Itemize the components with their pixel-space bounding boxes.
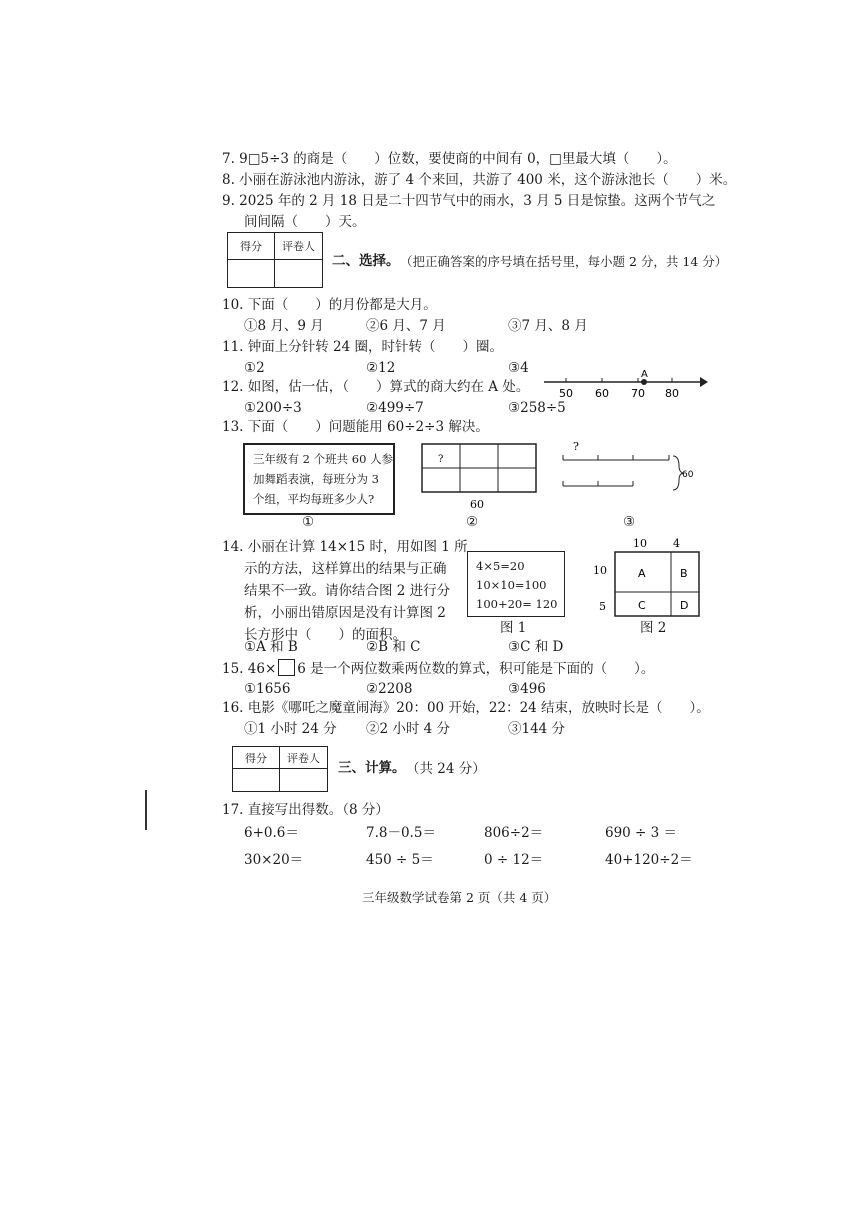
- q13-bar-diagram: [555, 438, 695, 498]
- score-cell-2: [233, 769, 280, 791]
- question-14-line1: 14. 小丽在计算 14×15 时，用如图 1 所: [222, 539, 468, 555]
- bar-total: 60: [682, 470, 694, 480]
- q11-option-1: ①2: [244, 360, 265, 376]
- fig2-cell-a: A: [638, 567, 646, 580]
- question-14-line4: 析，小丽出错原因是没有计算图 2: [244, 605, 446, 621]
- q13-story-line2: 加舞蹈表演，每班分为 3: [253, 472, 379, 486]
- q15-option-1: ①1656: [244, 681, 291, 697]
- calc-3: 806÷2＝: [484, 825, 544, 841]
- q13-story-box: [243, 443, 395, 515]
- question-14-line3: 结果不一致。请你结合图 2 进行分: [244, 583, 451, 599]
- section-3-note: （共 24 分）: [406, 761, 486, 777]
- q15-prefix: 15. 46×: [222, 661, 277, 677]
- section-3-title: 三、计算。: [338, 760, 406, 776]
- q13-grid-diagram: [420, 442, 540, 512]
- q15-suffix: 6 是一个两位数乘两位数的算式，积可能是下面的（ ）。: [297, 661, 655, 677]
- question-14-line2: 示的方法，这样算出的结果与正确: [244, 561, 447, 577]
- fig2-cell-c: C: [638, 599, 646, 612]
- calc-4: 690 ÷ 3 ＝: [605, 825, 678, 841]
- q15-option-2: ②2208: [366, 681, 413, 697]
- question-9-line2: 间间隔（ ）天。: [244, 214, 366, 230]
- fig2-top-4: 4: [673, 537, 680, 550]
- q10-option-3: ③7 月、8 月: [508, 318, 588, 334]
- section-2-title: 二、选择。: [332, 253, 400, 269]
- q13-option-1: ①: [302, 514, 315, 530]
- number-line: [540, 366, 710, 402]
- q15-blank-box: [278, 659, 295, 676]
- q16-option-1: ①1 小时 24 分: [244, 721, 337, 737]
- question-9-line1: 9. 2025 年的 2 月 18 日是二十四节气中的雨水，3 月 5 日是惊蛰。这两个节气之: [222, 193, 716, 209]
- fig1-line1: 4×5=20: [476, 559, 525, 573]
- q13-option-2: ②: [466, 514, 479, 530]
- q12-option-1: ①200÷3: [244, 400, 302, 416]
- figure-1-caption: 图 1: [500, 620, 527, 636]
- score-box-2: [232, 746, 328, 792]
- q16-option-3: ③144 分: [508, 721, 566, 737]
- q13-story-line3: 个组，平均每班多少人?: [253, 492, 375, 506]
- q15-option-3: ③496: [508, 681, 546, 697]
- tick-80: 80: [665, 387, 679, 400]
- question-16: 16. 电影《哪吒之魔童闹海》20：00 开始，22：24 结束，放映时长是（ ）。: [222, 700, 710, 716]
- fig1-line2: 10×10=100: [476, 578, 547, 592]
- calc-8: 40+120÷2＝: [605, 852, 693, 868]
- q11-option-3: ③4: [508, 360, 529, 376]
- question-12: 12. 如图，估一估，（ ）算式的商大约在 A 处。: [222, 379, 530, 395]
- fig2-top-10: 10: [633, 537, 647, 550]
- q12-option-3: ③258÷5: [508, 400, 566, 416]
- question-7: 7. 9□5÷3 的商是（ ）位数，要使商的中间有 0，□里最大填（ ）。: [222, 151, 677, 167]
- section-2-note: （把正确答案的序号填在括号里，每小题 2 分，共 14 分）: [400, 254, 728, 269]
- question-10: 10. 下面（ ）的月份都是大月。: [222, 297, 437, 313]
- fig2-left-5: 5: [599, 600, 606, 613]
- q13-story-line1: 三年级有 2 个班共 60 人参: [253, 452, 394, 466]
- calc-5: 30×20＝: [244, 852, 304, 868]
- q16-option-2: ②2 小时 4 分: [366, 721, 451, 737]
- fig2-cell-b: B: [680, 567, 688, 580]
- grader-label: 评卷人: [275, 233, 322, 260]
- tick-50: 50: [559, 387, 573, 400]
- tick-70: 70: [631, 387, 645, 400]
- calc-2: 7.8－0.5＝: [366, 825, 436, 841]
- grader-label-2: 评卷人: [280, 747, 327, 769]
- fig1-line3: 100+20= 120: [476, 597, 558, 611]
- figure-2-diagram: [585, 536, 705, 620]
- calc-7: 0 ÷ 12＝: [484, 852, 544, 868]
- calc-6: 450 ÷ 5＝: [366, 852, 434, 868]
- score-label: 得分: [228, 233, 275, 260]
- figure-2-caption: 图 2: [640, 620, 667, 636]
- question-17: 17. 直接写出得数。（8 分）: [222, 802, 389, 818]
- grader-cell-2: [280, 769, 327, 791]
- q10-option-1: ①8 月、9 月: [244, 318, 324, 334]
- question-14-line5: 长方形中（ ）的面积。: [244, 627, 406, 643]
- question-15: [222, 659, 654, 678]
- bar-question-mark: ?: [573, 440, 579, 453]
- score-label-2: 得分: [233, 747, 280, 769]
- grid-total: 60: [470, 498, 484, 511]
- q14-option-2: ②B 和 C: [366, 639, 421, 655]
- question-8: 8. 小丽在游泳池内游泳，游了 4 个来回，共游了 400 米，这个游泳池长（ ）米。: [222, 172, 737, 188]
- q12-option-2: ②499÷7: [366, 400, 424, 416]
- score-box: [227, 232, 323, 288]
- q10-option-2: ②6 月、7 月: [366, 318, 446, 334]
- q14-option-1: ①A 和 B: [244, 639, 298, 655]
- q13-option-3: ③: [623, 514, 636, 530]
- grader-cell: [275, 260, 322, 287]
- page-footer: 三年级数学试卷第 2 页（共 4 页）: [362, 890, 557, 905]
- fig2-cell-d: D: [680, 599, 689, 612]
- q14-option-3: ③C 和 D: [508, 639, 564, 655]
- question-11: 11. 钟面上分针转 24 圈，时针转（ ）圈。: [222, 339, 504, 355]
- grid-question-mark: ?: [438, 454, 444, 465]
- figure-1-box: [467, 551, 565, 617]
- question-13: 13. 下面（ ）问题能用 60÷2÷3 解决。: [222, 419, 489, 435]
- q11-option-2: ②12: [366, 360, 396, 376]
- score-cell: [228, 260, 275, 287]
- point-a-label: A: [641, 369, 648, 380]
- fig2-left-10: 10: [593, 564, 607, 577]
- tick-60: 60: [595, 387, 609, 400]
- calc-1: 6+0.6＝: [244, 825, 299, 841]
- scan-margin-mark: [145, 790, 147, 830]
